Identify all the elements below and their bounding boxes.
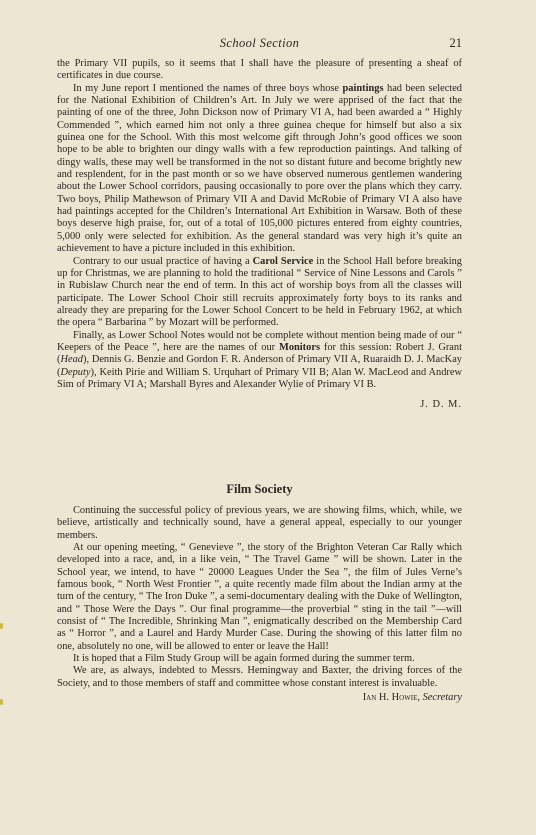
margin-speck [0,623,3,629]
bold-carol-service: Carol Service [252,255,314,267]
paragraph-policy: Continuing the successful policy of previous years, we are showing films, which, while, we believe, artistically and technically sound, have a general appeal, especially to our younger members. [57,505,462,541]
bold-monitors: Monitors [279,341,320,353]
paragraph-programme: At our opening meeting, “ Genevieve ”, the story of the Brighton Veteran Car Rally which developed into a race, and, in a like vein, “ The Travel Game ” will be shown. Later in the School year, we intend, to have “ 20000 Leagues Under the Sea ”, the film of Jules Verne’s famous book, “ North West Frontier ”, a quite recently made film about the Indian army at the turn of the century, “ The Iron Duke ”, a semi-documentary dealing with the Duke of Wellington, and “ Those Were the Days ”. Our final programme—the proverbial “ sting in the tail ”—will consist of “ The Incredible, Shrinking Man ”, enigmatically described on the Membership Card as “ Horror ”, and a Laurel and Hardy Murder Case. During the showing of this latter film no one, absolutely no one, will be allowed to enter or leave the Hall! [57,542,462,652]
bold-paintings: paintings [342,82,384,94]
paragraph-paintings: In my June report I mentioned the names of three boys whose paintings had been selected for the National Exhibition of Children’s Art. In July we were apprised of the fact that the painting of one of the three, John Dickson now of Primary VI A, had been awarded a “ Highly Commended ”, which earned him not only a three guinea cheque for himself but also a six guinea one for the School. With this most welcome gift through John’s good offices we soon hope to be able to brighten our dingy walls with a few reproduction paintings. And talking of dingy walls, these may well be transformed in the not so distant future and become brightly new and resplendent, for in the past month or so we have observed numerous gentlemen wandering about the Lower School corridors, pausing occasionally to pore over the plans which they carry. Two boys, Philip Mathewson of Primary VII A and David McRobie of Primary VI A also have had paintings accepted for the Children’s International Art Exhibition in Warsaw. Both of these boys deserve high praise, for, out of a total of 105,000 pictures entered from eighty countries, 5,000 only were selected for exhibition. As the general standard was very high it’s quite an achievement to have a picture included in this exhibition. [57,82,462,255]
page-number: 21 [449,36,462,50]
running-head [57,36,462,52]
film-society-heading: Film Society [226,482,293,496]
paragraph-carol-service: Contrary to our usual practice of having a Carol Service in the School Hall before breaking up for Christmas, we are planning to hold the traditional “ Service of Nine Lessons and Carols ” in Rubislaw Church near the end of term. In this act of worship boys from all the classes will participate. The Lower School Choir still recruits approximately forty boys to its ranks and already they are preparing for the Lower School Concert to be held in February 1962, at which the opera “ Barbarina ” by Mozart will be performed. [57,255,462,329]
margin-speck [0,699,3,705]
signature-initials: J. D. M. [420,399,462,411]
film-society-text [57,505,462,705]
paragraph-monitors: Finally, as Lower School Notes would not be complete without mention being made of our “ Keepers of the Peace ”, here are the names of our Monitors for this session: Robert J. Grant (Head), Dennis G. Benzie and Gordon F. R. Anderson of Primary VII A, Ruaraidh D. J. MacKay (Deputy), Keith Pirie and William S. Urquhart of Primary VII B; Alan W. MacLeod and Andrew Sim of Primary VI A; Marshall Byres and Alexander Wylie of Primary VI B. [57,329,462,390]
lower-school-notes [57,58,462,412]
secretary-signature: Ian H. Howie, Secretary [362,692,462,704]
section-title: School Section [219,36,300,50]
paragraph-study-group: It is hoped that a Film Study Group will be again formed during the summer term. [73,653,415,665]
paragraph-primary-vii: the Primary VII pupils, so it seems that I shall have the pleasure of presenting a sheaf of certificates in due course. [57,58,462,82]
paragraph-thanks: We are, as always, indebted to Messrs. Hemingway and Baxter, the driving forces of the Society, and to those members of staff and committee whose constant interest is invaluable. [57,665,462,689]
